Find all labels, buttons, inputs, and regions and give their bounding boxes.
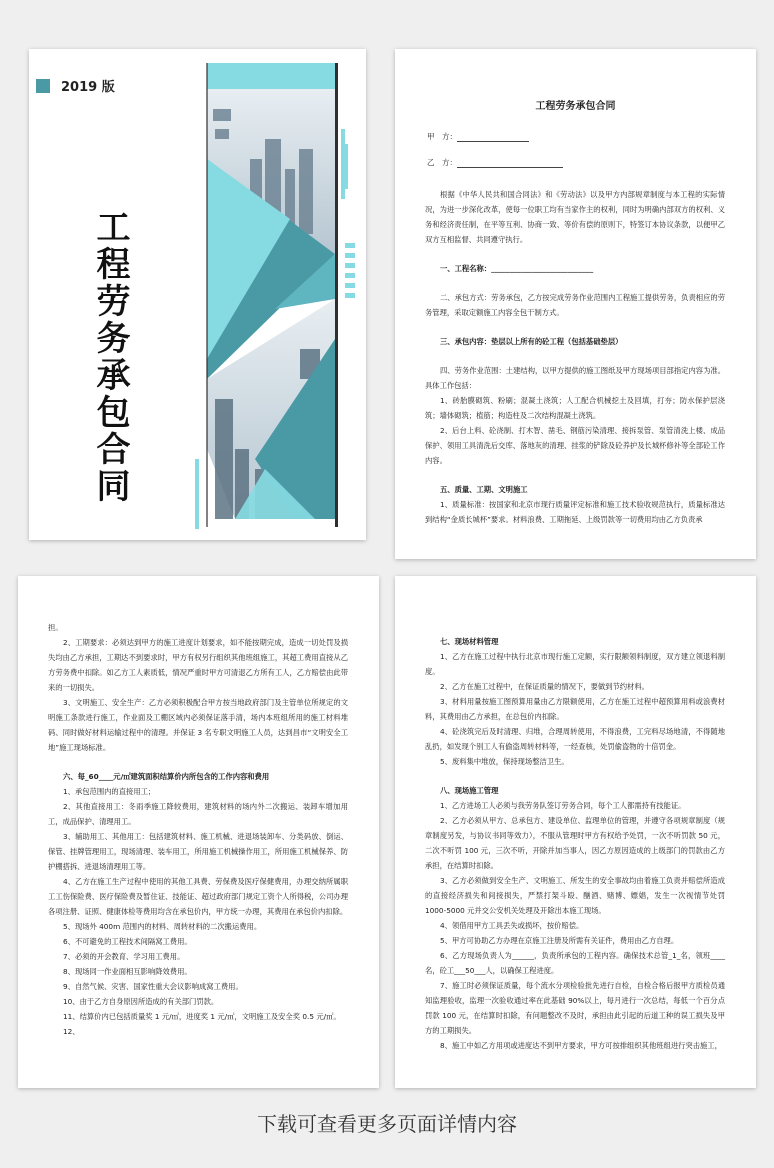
party-a-field xyxy=(427,131,529,142)
paragraph: 12、 xyxy=(63,1027,80,1036)
paragraph: 5、甲方可协助乙方办理在京施工注册及所需有关证件，费用由乙方自理。 xyxy=(440,936,679,945)
cover-artwork xyxy=(195,49,366,540)
paragraph: 1、质量标准：按国家和北京市现行质量评定标准和施工技术验收规范执行，质量标准达到结构“金质长城杯”要求。材料浪费、工期拖延、上级罚款等一切费用均由乙方负责承 xyxy=(425,500,725,524)
cover-page xyxy=(29,49,366,540)
party-b-field xyxy=(427,157,563,168)
contract-page-2 xyxy=(18,576,379,1088)
paragraph: 3、材料用量按施工图预算用量由乙方限额使用，乙方在施工过程中超预算用料或浪费材料，其费用由乙方承担，在总包价内扣除。 xyxy=(425,697,725,721)
document-title: 工程劳务承包合同 xyxy=(535,101,616,112)
paragraph: 4、乙方在施工生产过程中使用的其他工具费、劳保费及医疗保健费用，办理交纳所属职工工伤保险费、医疗保险费及暂住证、技能证、超过政府部门规定工资个人所得税，公司办理各项注册、证照、健康体检等费用均含在承包价内，甲方统一办理，其费用在承包价内扣除。 xyxy=(48,877,348,916)
party-a-label: 甲 方： xyxy=(427,132,457,141)
page1-body xyxy=(425,187,725,527)
page3-body xyxy=(425,634,725,1053)
paragraph: 3、辅助用工、其他用工：包括建筑材料、施工机械、进退场装卸车、分类码放、倒运、保管、挂牌管理用工，现场清理、装车用工，所用施工机械操作用工，所用施工机械保养、防护棚搭拆、进退场清理用工等。 xyxy=(48,832,348,871)
section-heading: 八、现场施工管理 xyxy=(440,786,499,795)
page2-body xyxy=(48,620,348,1039)
paragraph: 5、废料集中堆放，保持现场整洁卫生。 xyxy=(440,757,569,766)
paragraph: 2、工期要求：必须达到甲方的施工进度计划要求，如不能按期完成，造成一切处罚及损失均由乙方承担，工期达不到要求时，甲方有权另行组织其他班组施工，其超工费用直接从乙方劳务费中扣除。如乙方工人素质低，情况严重时甲方可清退乙方所有工人，乙方赔偿由此带来的一切损失。 xyxy=(48,638,348,692)
edition-marker xyxy=(36,79,50,93)
paragraph: 四、劳务作业范围：土建结构，以甲方提供的施工图纸及甲方现场项目部指定内容为准。具体工作包括： xyxy=(425,366,725,390)
paragraph: 2、乙方必须从甲方、总承包方、建设单位、监理单位的管理，并遵守各项规章制度（规章制度另发，与协议书同等效力），不服从管理时甲方有权给予处罚，一次不听罚款 50 元，二次不听罚 100 元，三次不听，开除并加当事人，因乙方原因造成的上级部门的罚款由乙方承担，在结算时扣除。 xyxy=(425,816,725,870)
section-heading: 一、工程名称：____________________________ xyxy=(440,264,594,273)
paragraph: 1、乙方进场工人必须与我劳务队签订劳务合同，每个工人都需持有技能证。 xyxy=(440,801,686,810)
download-caption: 下载可查看更多页面详情内容 xyxy=(257,1112,517,1136)
paragraph: 7、施工时必须保证质量，每个流水分项检验批先进行自检，自检合格后报甲方质检员通知监理验收，监理一次验收通过率在此基础 90%以上，每月进行一次总结，每低一个百分点罚款 100 元，在结算时扣除，有问题整改不及时，承担由此引起的后道工种的误工损失及甲方的工期损失。 xyxy=(425,981,725,1035)
side-accent xyxy=(345,243,357,305)
cover-edition: 2019 版 xyxy=(61,80,115,95)
paragraph: 6、乙方现场负责人为______，负责所承包的工程内容。确保技术总管_1_名，领班____名，砼工___50___人，以确保工程进度。 xyxy=(425,951,725,975)
paragraph: 二、承包方式：劳务承包，乙方按完成劳务作业范围内工程施工提供劳务，负责相应的劳务管理，采取定额施工内容全包干制方式。 xyxy=(425,293,725,317)
paragraph: 1、乙方在施工过程中执行北京市现行施工定额，实行限额领料制度，双方建立领退料制度。 xyxy=(425,652,725,676)
paragraph: 1、砖胎膜砌筑、粉刷；混凝土浇筑；人工配合机械挖土及回填，打夯；防水保护层浇筑；墙体砌筑；植筋；构造柱及二次结构混凝土浇筑。 xyxy=(425,396,725,420)
paragraph: 3、乙方必须做到安全生产、文明施工、所发生的安全事故均由着施工负责并赔偿所造成的直接经济损失和间接损失，严禁打架斗殴、酗酒、赌博、嫖娼，发生一次视情节处罚 1000-5000 元并交公安机关处理及开除出本施工现场。 xyxy=(425,876,725,915)
paragraph: 9、自然气候、灾害、国家性重大会议影响成窝工费用。 xyxy=(63,982,243,991)
paragraph: 2、乙方在施工过程中，在保证质量的情况下，要做到节约材料。 xyxy=(440,682,649,691)
paragraph: 担。 xyxy=(48,623,63,632)
paragraph: 根据《中华人民共和国合同法》和《劳动法》以及甲方内部规章制度与本工程的实际情况，为进一步深化改革，使每一位职工均有当家作主的权利，同时为明确内部双方的权利、义务和经济责任制，在平等互利、协商一致、等价有偿的原则下，特签订本协议条款，以便甲乙双方互相监督、共同遵守执行。 xyxy=(425,190,725,244)
party-b-blank xyxy=(457,159,563,168)
section-heading: 六、每_60____元/㎡建筑面积结算价内所包含的工作内容和费用 xyxy=(63,772,270,781)
section-heading: 七、现场材料管理 xyxy=(440,637,499,646)
paragraph-spacer xyxy=(425,769,725,783)
paragraph: 4、砼浇筑完后及时清理、归堆，合理周转使用，不得浪费，工完料尽场地清，不得随地乱扔，如发现个别工人有偷盗周转材料等，一经查核，处罚偷盗物的十倍罚金。 xyxy=(425,727,725,751)
paragraph: 3、文明施工、安全生产：乙方必须积极配合甲方按当地政府部门及主管单位所规定的文明施工条款进行施工，作业面及工棚区域内必须保证落手清，场内本班组所用的施工材料堆码、同时做好材料运输过程中的清理。并保证 3 名专职文明施工人员，达到昌市“文明安全工地”施工现场标准。 xyxy=(48,698,348,752)
paragraph: 2、其他直接用工：冬雨季施工降较费用，建筑材料的场内外二次搬运、装卸车增加用工，成品保护、清理用工。 xyxy=(48,802,348,826)
party-b-label: 乙 方： xyxy=(427,158,457,167)
paragraph-spacer xyxy=(48,755,348,769)
contract-page-3 xyxy=(395,576,756,1088)
paragraph-spacer xyxy=(425,320,725,334)
paragraph: 11、结算价内已包括质量奖 1 元/㎡，进度奖 1 元/㎡，文明施工及安全奖 0.5 元/㎡。 xyxy=(63,1012,341,1021)
paragraph: 4、领借用甲方工具丢失或损坏，按价赔偿。 xyxy=(440,921,584,930)
paragraph-spacer xyxy=(425,349,725,363)
paragraph-spacer xyxy=(425,276,725,290)
paragraph: 5、现场外 400m 范围内的材料、周转材料的二次搬运费用。 xyxy=(63,922,262,931)
paragraph: 8、施工中如乙方用项或进度达不到甲方要求，甲方可按排组织其他班组进行突击施工， xyxy=(440,1041,722,1050)
paragraph: 6、不可避免的工程技术间隔窝工费用。 xyxy=(63,937,192,946)
paragraph-spacer xyxy=(425,468,725,482)
paragraph: 10、由于乙方自身原因所造成的有关部门罚款。 xyxy=(63,997,219,1006)
contract-page-1 xyxy=(395,49,756,559)
paragraph: 8、现场同一作业面相互影响降效费用。 xyxy=(63,967,192,976)
section-heading: 三、承包内容：垫层以上所有的砼工程（包括基础垫层） xyxy=(440,337,623,346)
paragraph: 2、后台上料、砼浇制、打木智、凿毛、钢筋污染清理、接拆泵管、泵管清洗上楼、成品保护、领用工具清洗后交库、落地灰的清理、挂浆的铲除及砼养护及长城杯修补等全部砼工作内容。 xyxy=(425,426,725,465)
section-heading: 五、质量、工期、文明施工 xyxy=(440,485,528,494)
paragraph: 1、承包范围内的直接用工； xyxy=(63,787,156,796)
cover-title: 工程劳务承包合同 xyxy=(90,209,130,505)
paragraph-spacer xyxy=(425,247,725,261)
paragraph: 7、必须的开会教育、学习用工费用。 xyxy=(63,952,185,961)
party-a-blank xyxy=(457,133,529,142)
